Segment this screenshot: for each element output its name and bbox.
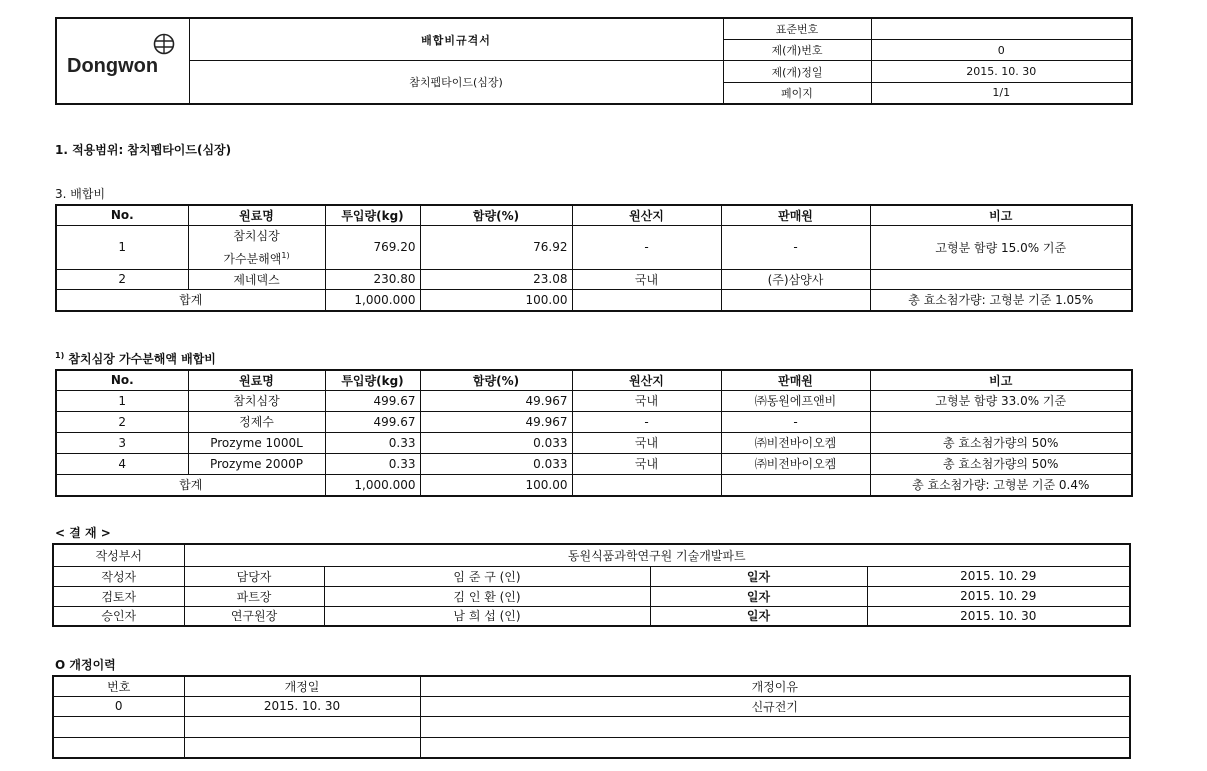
col-header: 판매원 — [721, 370, 870, 390]
row-name-line1: 참치심장 — [233, 228, 280, 243]
revision-date — [184, 737, 420, 758]
total-label: 합계 — [56, 289, 325, 311]
row-name: 정제수 — [188, 411, 325, 432]
revision-table — [52, 675, 1131, 759]
col-header: No. — [56, 205, 188, 225]
approval-date-label: 일자 — [650, 566, 867, 586]
row-ratio: 23.08 — [420, 269, 572, 289]
approval-title: < 결 재 > — [55, 526, 111, 540]
dept-value: 동원식품과학연구원 기술개발파트 — [184, 544, 1130, 566]
row-note — [870, 269, 1132, 289]
table-row — [56, 390, 1132, 411]
col-header: 함량(%) — [420, 205, 572, 225]
document-header — [55, 17, 1133, 105]
col-header: 원산지 — [572, 205, 721, 225]
document-subtitle: 참치펩타이드(심장) — [189, 61, 723, 104]
empty-cell — [721, 289, 870, 311]
col-header: 판매원 — [721, 205, 870, 225]
row-origin: - — [572, 411, 721, 432]
footnote-mark: 1) — [55, 351, 65, 360]
row-amount: 769.20 — [325, 225, 420, 269]
approval-name: 임 준 구 (인) — [324, 566, 650, 586]
row-ratio: 0.033 — [420, 432, 572, 453]
row-seller: - — [721, 411, 870, 432]
revision-reason — [420, 737, 1130, 758]
total-ratio: 100.00 — [420, 289, 572, 311]
approval-table — [52, 543, 1131, 627]
meta-value: 0 — [871, 40, 1132, 61]
total-row — [56, 289, 1132, 311]
approval-date: 2015. 10. 29 — [867, 566, 1130, 586]
row-seller: - — [721, 225, 870, 269]
approval-name: 남 희 섭 (인) — [324, 606, 650, 626]
revision-row — [53, 737, 1130, 758]
meta-label: 페이지 — [723, 82, 871, 104]
revision-no — [53, 737, 184, 758]
empty-cell — [572, 289, 721, 311]
col-header: 원료명 — [188, 205, 325, 225]
row-ratio: 49.967 — [420, 411, 572, 432]
col-header: 개정일 — [184, 676, 420, 696]
approval-date: 2015. 10. 30 — [867, 606, 1130, 626]
approval-date-label: 일자 — [650, 606, 867, 626]
row-origin: 국내 — [572, 269, 721, 289]
col-header: 투입량(kg) — [325, 205, 420, 225]
col-header: No. — [56, 370, 188, 390]
row-amount: 499.67 — [325, 411, 420, 432]
row-note: 고형분 함량 33.0% 기준 — [870, 390, 1132, 411]
row-name: 참치심장 — [188, 390, 325, 411]
revision-row — [53, 716, 1130, 737]
total-amount: 1,000.000 — [325, 289, 420, 311]
approval-role: 승인자 — [53, 606, 184, 626]
row-no: 3 — [56, 432, 188, 453]
document-title: 배합비규격서 — [189, 18, 723, 61]
sub-formula-title-text: 참치심장 가수분해액 배합비 — [68, 352, 216, 366]
col-header: 비고 — [870, 205, 1132, 225]
row-origin: 국내 — [572, 432, 721, 453]
row-seller: ㈜동원에프앤비 — [721, 390, 870, 411]
approval-row — [53, 566, 1130, 586]
approval-date: 2015. 10. 29 — [867, 586, 1130, 606]
meta-value: 1/1 — [871, 82, 1132, 104]
table-row — [56, 225, 1132, 269]
approval-position: 연구원장 — [184, 606, 324, 626]
revision-row — [53, 696, 1130, 716]
row-no: 1 — [56, 390, 188, 411]
row-name: Prozyme 2000P — [188, 453, 325, 474]
col-header: 개정이유 — [420, 676, 1130, 696]
total-row — [56, 474, 1132, 496]
row-no: 4 — [56, 453, 188, 474]
total-label: 합계 — [56, 474, 325, 496]
approval-role: 작성자 — [53, 566, 184, 586]
approval-role: 검토자 — [53, 586, 184, 606]
col-header: 번호 — [53, 676, 184, 696]
total-note: 총 효소첨가량: 고형분 기준 1.05% — [870, 289, 1132, 311]
approval-date-label: 일자 — [650, 586, 867, 606]
col-header: 원산지 — [572, 370, 721, 390]
row-no: 1 — [56, 225, 188, 269]
dept-label: 작성부서 — [53, 544, 184, 566]
revision-reason — [420, 716, 1130, 737]
row-no: 2 — [56, 269, 188, 289]
meta-label: 표준번호 — [723, 18, 871, 40]
row-note: 고형분 함량 15.0% 기준 — [870, 225, 1132, 269]
revision-date: 2015. 10. 30 — [184, 696, 420, 716]
revision-title: O 개정이력 — [55, 658, 116, 672]
revision-reason: 신규전기 — [420, 696, 1130, 716]
dongwon-globe-icon — [153, 33, 175, 55]
approval-name: 김 인 환 (인) — [324, 586, 650, 606]
row-no: 2 — [56, 411, 188, 432]
row-note: 총 효소첨가량의 50% — [870, 453, 1132, 474]
approval-position: 담당자 — [184, 566, 324, 586]
row-ratio: 49.967 — [420, 390, 572, 411]
meta-label: 제(개)정일 — [723, 61, 871, 82]
meta-value: 2015. 10. 30 — [871, 61, 1132, 82]
row-origin: 국내 — [572, 453, 721, 474]
revision-no: 0 — [53, 696, 184, 716]
row-name: Prozyme 1000L — [188, 432, 325, 453]
row-amount: 499.67 — [325, 390, 420, 411]
row-amount: 230.80 — [325, 269, 420, 289]
empty-cell — [572, 474, 721, 496]
logo — [56, 18, 189, 104]
row-amount: 0.33 — [325, 432, 420, 453]
row-note: 총 효소첨가량의 50% — [870, 432, 1132, 453]
sub-formula-title — [55, 350, 216, 367]
scope-label: 1. 적용범위: 참치펩타이드(심장) — [55, 143, 232, 157]
table-row — [56, 269, 1132, 289]
col-header: 함량(%) — [420, 370, 572, 390]
row-amount: 0.33 — [325, 453, 420, 474]
revision-no — [53, 716, 184, 737]
approval-position: 파트장 — [184, 586, 324, 606]
row-origin: 국내 — [572, 390, 721, 411]
row-ratio: 0.033 — [420, 453, 572, 474]
row-name-line2: 가수분해액 — [223, 251, 282, 266]
total-note: 총 효소첨가량: 고형분 기준 0.4% — [870, 474, 1132, 496]
row-name — [188, 225, 325, 269]
meta-label: 제(개)번호 — [723, 40, 871, 61]
row-origin: - — [572, 225, 721, 269]
formula-table — [55, 204, 1133, 312]
total-ratio: 100.00 — [420, 474, 572, 496]
col-header: 비고 — [870, 370, 1132, 390]
footnote-mark: 1) — [281, 250, 290, 260]
row-seller: ㈜비전바이오켐 — [721, 432, 870, 453]
total-amount: 1,000.000 — [325, 474, 420, 496]
row-ratio: 76.92 — [420, 225, 572, 269]
revision-date — [184, 716, 420, 737]
table-row — [56, 432, 1132, 453]
row-note — [870, 411, 1132, 432]
meta-value — [871, 18, 1132, 40]
approval-row — [53, 606, 1130, 626]
table-row — [56, 411, 1132, 432]
section3-title: 3. 배합비 — [55, 187, 106, 201]
col-header: 원료명 — [188, 370, 325, 390]
approval-row — [53, 586, 1130, 606]
col-header: 투입량(kg) — [325, 370, 420, 390]
sub-formula-table — [55, 369, 1133, 497]
company-logo-text: Dongwon — [67, 55, 159, 77]
row-name: 제네덱스 — [188, 269, 325, 289]
empty-cell — [721, 474, 870, 496]
row-seller: (주)삼양사 — [721, 269, 870, 289]
table-row — [56, 453, 1132, 474]
row-seller: ㈜비전바이오켐 — [721, 453, 870, 474]
